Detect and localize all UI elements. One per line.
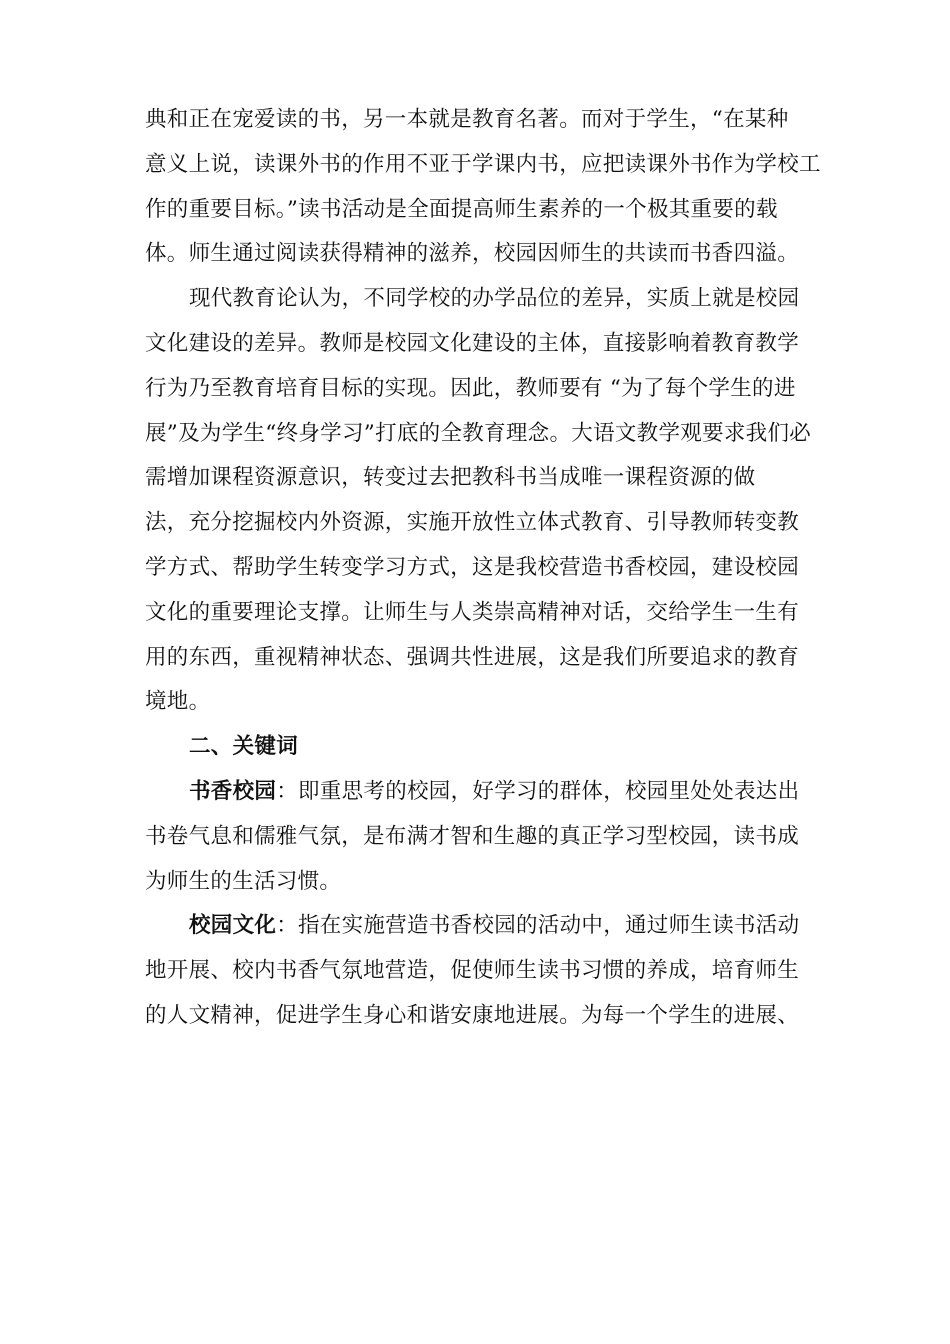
text-line: 现代教育论认为，不同学校的办学品位的差异，实质上就是校园 (189, 286, 800, 312)
text-line: 为师生的生活习惯。 (145, 868, 342, 894)
text-line: 行为乃至教育培育目标的实现。因此，教师要有 “为了每个学生的进 (145, 375, 796, 401)
text-line: 意义上说，读课外书的作用不亚于学课内书，应把读课外书作为学校工 (145, 151, 821, 177)
term-label: 书香校园 (189, 778, 277, 804)
term-paragraph-1 (145, 770, 825, 904)
text-line: 典和正在宠爱读的书，另一本就是教育名著。而对于学生，“在某种 (145, 107, 789, 132)
text-line: 用的东西，重视精神状态、强调共性进展，这是我们所要追求的教育 (145, 644, 800, 670)
text-line: 地开展、校内书香气氛地营造，促使师生读书习惯的养成，培育师生 (145, 958, 800, 984)
paragraph-1 (145, 98, 825, 277)
text-line (145, 770, 825, 815)
paragraph-2 (145, 277, 825, 725)
term-paragraph-2 (145, 904, 825, 1038)
term-label: 校园文化 (189, 913, 277, 939)
text-line: 需增加课程资源意识，转变过去把教科书当成唯一课程资源的做 (145, 465, 756, 491)
text-line: 展”及为学生“终身学习”打底的全教育理念。大语文教学观要求我们必 (145, 420, 812, 446)
term-definition: ：即重思考的校园，好学习的群体，校园里处处表达出 (276, 778, 800, 804)
section-heading: 二、关键词 (189, 734, 299, 760)
text-line: 作的重要目标。”读书活动是全面提高师生素养的一个极其重要的载 (145, 196, 778, 222)
text-line: 法，充分挖掘校内外资源，实施开放性立体式教育、引导教师转变教 (145, 510, 800, 536)
text-line (145, 904, 825, 949)
text-line: 的人文精神，促进学生身心和谐安康地进展。为每一个学生的进展、 (145, 1002, 800, 1028)
text-line: 文化建设的差异。教师是校园文化建设的主体，直接影响着教育教学 (145, 330, 800, 356)
text-line: 书卷气息和儒雅气氛，是布满才智和生趣的真正学习型校园，读书成 (145, 823, 800, 849)
text-line: 体。师生通过阅读获得精神的滋养，校园因师生的共读而书香四溢。 (145, 241, 800, 267)
text-line: 文化的重要理论支撑。让师生与人类崇高精神对话，交给学生一生有 (145, 599, 800, 625)
text-line: 境地。 (145, 689, 211, 715)
document-page (145, 98, 825, 1039)
term-definition: ：指在实施营造书香校园的活动中，通过师生读书活动 (276, 913, 800, 939)
text-line: 学方式、帮助学生转变学习方式，这是我校营造书香校园，建设校园 (145, 554, 800, 580)
